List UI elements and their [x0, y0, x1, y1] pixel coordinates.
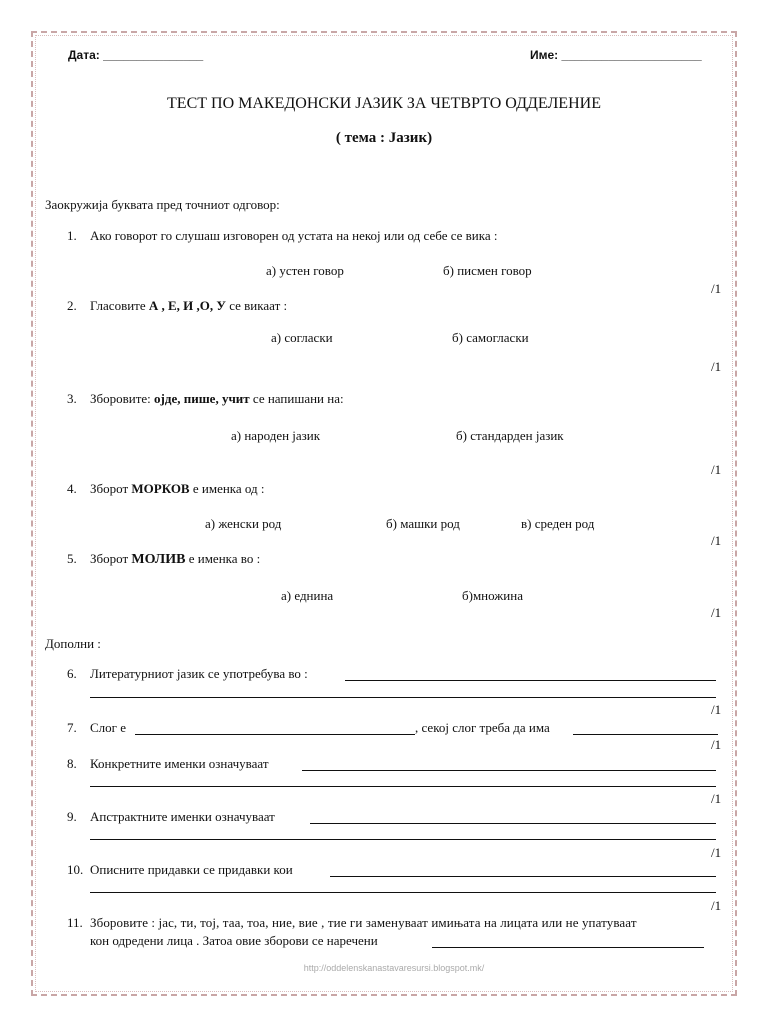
- q5-option-b: б)множина: [462, 588, 523, 603]
- q2-text: [90, 298, 287, 314]
- q4-option-c: в) среден род: [521, 516, 595, 531]
- q2-pre: Гласовите: [90, 298, 146, 313]
- q8-answer-line-2: [90, 786, 716, 787]
- q8-answer-line-1: [302, 770, 716, 771]
- name-label: Име:: [530, 48, 559, 62]
- q5-pre: Зборот: [90, 551, 129, 566]
- section2-instruction: Дополни :: [45, 636, 101, 651]
- q7-answer-line-2: [573, 734, 718, 735]
- page-title: ТЕСТ ПО МАКЕДОНСКИ ЈАЗИК ЗА ЧЕТВРТО ОДДЕЛЕНИЕ: [167, 95, 601, 112]
- q5-number: 5.: [67, 551, 77, 566]
- q11-line-1: Зборовите : јас, ти, тој, таа, тоа, ние, вие , тие ги заменуваат имињата на лицата или не упатуваат: [90, 915, 637, 930]
- q9-number: 9.: [67, 809, 77, 824]
- q8-text: Конкретните именки означуваат: [90, 756, 269, 771]
- q3-option-b: б) стандарден јазик: [456, 428, 564, 443]
- q2-number: 2.: [67, 298, 77, 313]
- q8-score: /1: [711, 791, 722, 806]
- q4-post: е именка од :: [192, 481, 265, 496]
- q6-number: 6.: [67, 666, 77, 681]
- q4-pre: Зборот: [90, 481, 129, 496]
- q4-option-a: а) женски род: [205, 516, 282, 531]
- q10-text: Описните придавки се придавки кои: [90, 862, 293, 877]
- q7-number: 7.: [67, 720, 77, 735]
- q5-post: е именка во :: [188, 551, 261, 566]
- q10-number: 10.: [67, 862, 84, 877]
- q6-score: /1: [711, 702, 722, 717]
- q7-answer-line-1: [135, 734, 415, 735]
- q5-bold: МОЛИВ: [131, 552, 186, 567]
- q5-score: /1: [711, 605, 722, 620]
- date-label: Дата:: [68, 48, 100, 62]
- q6-answer-line-1: [345, 680, 716, 681]
- q2-score: /1: [711, 359, 722, 374]
- q1-number: 1.: [67, 228, 77, 243]
- q4-text: [90, 481, 265, 497]
- q3-option-a: а) народен јазик: [231, 428, 321, 443]
- page-subtitle: ( тема : Јазик): [335, 130, 433, 146]
- q11-number: 11.: [67, 915, 83, 930]
- q3-pre: Зборовите:: [90, 391, 151, 406]
- q2-post: се викаат :: [229, 298, 288, 313]
- q4-option-b: б) машки род: [386, 516, 460, 531]
- q7-score: /1: [711, 737, 722, 752]
- q7-text-2: , секој слог треба да има: [415, 720, 550, 735]
- q4-bold: МОРКОВ: [131, 481, 190, 496]
- q1-option-b: б) писмен говор: [443, 263, 532, 278]
- q5-option-a: а) еднина: [281, 588, 334, 603]
- q4-score: /1: [711, 533, 722, 548]
- q2-option-b: б) самогласки: [452, 330, 529, 345]
- page-border-inner: [35, 35, 733, 992]
- q9-score: /1: [711, 845, 722, 860]
- footer-url: http://oddelenskanastavaresursi.blogspot.mk/: [303, 963, 485, 973]
- q7-text-1: Слог е: [90, 720, 127, 735]
- q4-number: 4.: [67, 481, 77, 496]
- q6-text: Литературниот јазик се употребува во :: [90, 666, 308, 681]
- q9-answer-line-1: [310, 823, 716, 824]
- q8-number: 8.: [67, 756, 77, 771]
- q2-option-a: а) согласки: [271, 330, 333, 345]
- section1-instruction: Заокружија буквата пред точниот одговор:: [45, 197, 280, 212]
- q3-bold: ојде, пише, учит: [154, 391, 250, 406]
- q3-number: 3.: [67, 391, 77, 406]
- q3-text: [90, 391, 344, 407]
- name-blank: _____________________: [561, 48, 702, 62]
- q5-text: [90, 551, 260, 568]
- name-field: [530, 48, 702, 62]
- q6-answer-line-2: [90, 697, 716, 698]
- date-field: [68, 48, 203, 62]
- q11-line-2: кон одредени лица . Затоа овие зборови се наречени: [90, 933, 378, 948]
- q1-text: Ако говорот го слушаш изговорен од устата на некој или од себе се вика :: [90, 228, 498, 243]
- date-blank: _______________: [103, 48, 204, 62]
- q9-text: Апстрактните именки означуваат: [90, 809, 275, 824]
- q1-score: /1: [711, 281, 722, 296]
- q3-post: се напишани на:: [252, 391, 344, 406]
- q3-score: /1: [711, 462, 722, 477]
- q1-option-a: а) устен говор: [266, 263, 344, 278]
- q9-answer-line-2: [90, 839, 716, 840]
- q10-answer-line-1: [330, 876, 716, 877]
- q2-bold: А , Е, И ,О, У: [148, 298, 226, 313]
- q10-answer-line-2: [90, 892, 716, 893]
- q10-score: /1: [711, 898, 722, 913]
- q11-answer-line: [432, 947, 704, 948]
